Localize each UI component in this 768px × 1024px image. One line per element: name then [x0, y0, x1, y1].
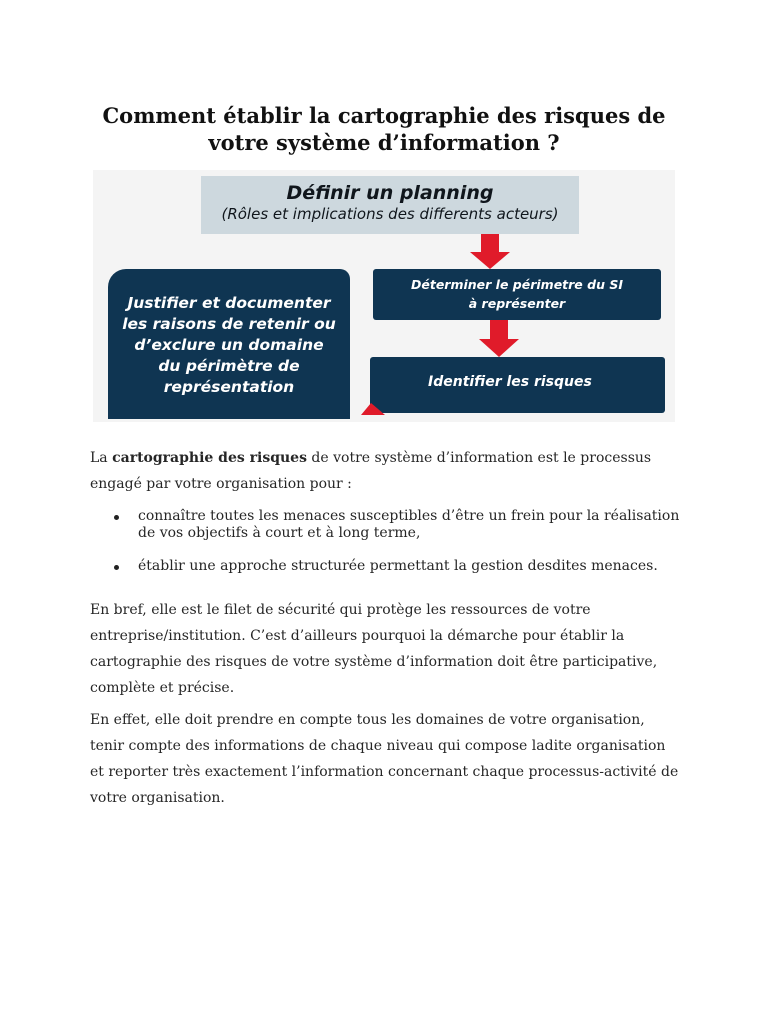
justify-box-line: du périmètre de [158, 357, 300, 375]
justify-box-line: Justifier et documenter [127, 294, 331, 312]
list-item-text: connaître toutes les menaces susceptibles d’être un frein pour la réalisation de vos objectifs à court et à long terme, [138, 508, 680, 541]
red-arrow-fragment [361, 403, 385, 415]
paragraph-2: En bref, elle est le filet de sécurité qui protège les ressources de votre entreprise/institution. C’est d’ailleurs pourquoi la démarche pour établir la cartographie des risques de votre système d’information doit être participative, complète et précise. [90, 602, 658, 696]
intro-paragraph [90, 445, 680, 497]
paragraph-3: En effet, elle doit prendre en compte tous les domaines de votre organisation, tenir compte des informations de chaque niveau qui compose ladite organisation et reporter très exactement l’information concernant chaque processus-activité de votre organisation. [90, 712, 679, 806]
planning-box-subtitle: (Rôles et implications des differents acteurs) [221, 205, 559, 223]
justify-box-line: les raisons de retenir ou [122, 315, 336, 333]
arrow-down-icon [477, 320, 521, 358]
justify-box [108, 269, 350, 419]
process-diagram [93, 170, 675, 422]
list-item-text: établir une approche structurée permettant la gestion desdites menaces. [138, 558, 658, 574]
planning-box-title: Définir un planning [286, 182, 494, 204]
bullet-list [90, 508, 680, 575]
perimeter-box-line: à représenter [468, 296, 566, 311]
list-item [90, 558, 680, 575]
intro-prefix: La [90, 450, 113, 466]
arrow-down-icon [468, 234, 512, 270]
page-title: Comment établir la cartographie des risques de votre système d’information ? [102, 103, 666, 155]
perimeter-box [373, 269, 661, 320]
intro-bold-term: cartographie des risques [112, 450, 307, 466]
planning-box [201, 176, 579, 234]
bullet-icon [114, 515, 119, 520]
bullet-icon [114, 565, 119, 570]
risks-box: Identifier les risques [370, 357, 665, 413]
perimeter-box-line: Déterminer le périmetre du SI [411, 277, 623, 292]
justify-box-line: représentation [163, 378, 295, 396]
justify-box-line: d’exclure un domaine [134, 336, 324, 354]
intro-suffix: de votre système d’information est le processus engagé par votre organisation pour : [90, 450, 652, 492]
list-item [90, 508, 680, 542]
